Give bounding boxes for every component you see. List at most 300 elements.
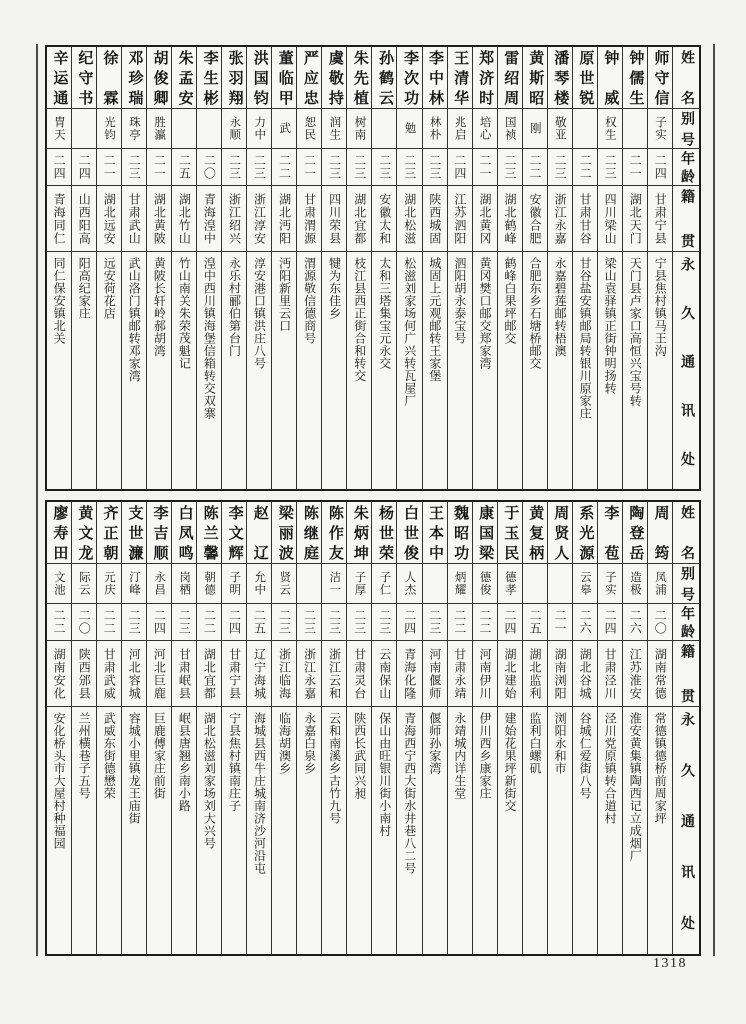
person-column: [522, 502, 547, 954]
alias-cell: [573, 564, 597, 604]
person-native-place: 甘肃渭源: [302, 192, 317, 245]
address-cell: [573, 707, 597, 954]
alias-cell: [648, 109, 672, 149]
person-address: 阳高纪家庄: [77, 257, 92, 320]
person-column: [371, 502, 396, 954]
age-cell: [648, 149, 672, 186]
age-cell: [197, 604, 221, 641]
person-age: 二四: [653, 154, 668, 180]
person-age: 二五: [252, 609, 267, 635]
native-cell: [548, 186, 572, 252]
alias-cell: [498, 109, 522, 149]
native-cell: [222, 641, 246, 707]
address-cell: [623, 252, 647, 489]
name-cell: [122, 47, 146, 109]
native-cell: [397, 186, 421, 252]
native-cell: [247, 641, 271, 707]
person-address: 巨鹿傅家庄前街: [152, 712, 167, 800]
person-native-place: 浙江永嘉: [302, 647, 317, 700]
name-cell: [297, 502, 321, 564]
person-native-place: 安徽太和: [377, 192, 392, 245]
person-alias: 权生: [603, 116, 616, 141]
age-cell: [523, 149, 547, 186]
person-alias: 造极: [628, 571, 641, 596]
native-cell: [372, 186, 396, 252]
person-column: [597, 47, 622, 489]
address-cell: [247, 707, 271, 954]
person-alias: 子实: [654, 116, 666, 141]
native-cell: [498, 186, 522, 252]
alias-cell: [272, 564, 296, 604]
alias-cell: [623, 564, 647, 604]
age-cell: [397, 604, 421, 641]
person-native-place: 湖南常德: [653, 647, 668, 700]
person-alias: 林朴: [428, 116, 441, 141]
alias-cell: [573, 109, 597, 149]
header-age-label: 年龄: [679, 150, 694, 184]
age-cell: [372, 149, 396, 186]
address-cell: [322, 252, 346, 489]
person-native-place: 浙江临海: [277, 647, 292, 700]
header-alias-label: 别号: [679, 565, 694, 602]
alias-cell: [247, 109, 271, 149]
native-cell: [172, 186, 196, 252]
age-cell: [322, 604, 346, 641]
native-cell: [272, 186, 296, 252]
alias-cell: [47, 564, 71, 604]
person-column: [396, 47, 421, 489]
person-age: 二三: [377, 154, 392, 180]
alias-cell: [97, 109, 121, 149]
person-native-place: 辽宁海城: [252, 647, 267, 700]
person-alias: 胄天: [52, 116, 65, 141]
name-cell: [72, 502, 96, 564]
name-cell: [97, 47, 121, 109]
native-cell: [573, 186, 597, 252]
alias-cell: [97, 564, 121, 604]
person-name: 白世俊: [402, 505, 418, 560]
age-cell: [448, 149, 472, 186]
person-alias: 炳耀: [453, 571, 466, 596]
person-age: 二〇: [202, 154, 217, 180]
native-cell: [523, 186, 547, 252]
person-column: [622, 47, 647, 489]
person-address: 淮安黄集镇陶西记立成烟厂: [628, 712, 643, 862]
native-cell: [122, 186, 146, 252]
header-cell-native: [673, 186, 699, 252]
native-cell: [322, 186, 346, 252]
person-native-place: 甘肃甘谷: [578, 192, 593, 245]
person-column: [472, 502, 497, 954]
person-column: [271, 502, 296, 954]
alias-cell: [423, 109, 447, 149]
address-cell: [473, 707, 497, 954]
person-name: 李苞: [602, 505, 619, 560]
person-age: 二二: [277, 154, 292, 180]
name-cell: [147, 47, 171, 109]
age-cell: [47, 149, 71, 186]
person-address: 监利白螺矶: [528, 712, 543, 775]
person-native-place: 甘肃宁县: [653, 192, 668, 245]
person-column: [447, 47, 472, 489]
address-cell: [648, 252, 672, 489]
person-name: 陈作友: [326, 505, 343, 560]
person-alias: 胜瀛: [153, 116, 166, 141]
person-name: 于玉民: [502, 505, 519, 560]
person-column: [171, 502, 196, 954]
address-cell: [172, 707, 196, 954]
native-cell: [147, 186, 171, 252]
person-address: 岷县唐翘乡南小路: [177, 712, 192, 812]
person-age: 二二: [52, 609, 67, 635]
address-cell: [448, 707, 472, 954]
person-age: 二三: [427, 609, 442, 635]
person-address: 甘谷盐安镇邮局转银川原家庄: [578, 257, 593, 420]
person-address: 永乐村郦伯第台门: [227, 257, 242, 357]
header-cell-age: [673, 604, 699, 641]
address-cell: [598, 252, 622, 489]
address-cell: [47, 252, 71, 489]
address-cell: [322, 707, 346, 954]
person-alias: 文池: [52, 571, 65, 596]
name-cell: [548, 47, 572, 109]
person-name: 魏昭功: [452, 505, 469, 560]
address-cell: [372, 252, 396, 489]
person-native-place: 湖北黄冈: [477, 192, 492, 245]
person-age: 二二: [477, 609, 492, 635]
address-cell: [523, 707, 547, 954]
person-column: [447, 502, 472, 954]
alias-cell: [498, 564, 522, 604]
header-native-label: 籍贯: [679, 644, 694, 703]
native-cell: [72, 641, 96, 707]
name-cell: [598, 502, 622, 564]
age-cell: [297, 604, 321, 641]
address-cell: [347, 252, 371, 489]
native-cell: [573, 641, 597, 707]
address-cell: [423, 252, 447, 489]
person-native-place: 湖北建始: [502, 647, 517, 700]
person-column: [47, 502, 71, 954]
person-native-place: 江苏泗阳: [452, 192, 467, 245]
alias-cell: [297, 564, 321, 604]
person-name: 孙鹤云: [376, 50, 393, 105]
alias-cell: [473, 109, 497, 149]
person-age: 二二: [578, 154, 593, 180]
person-alias: 汀峰: [128, 571, 141, 596]
native-cell: [598, 186, 622, 252]
person-column: [472, 47, 497, 489]
person-age: 二三: [352, 609, 367, 635]
person-column: [296, 47, 321, 489]
person-alias: 德孝: [503, 571, 516, 596]
alias-cell: [197, 564, 221, 604]
name-cell: [423, 47, 447, 109]
person-age: 二三: [352, 154, 367, 180]
native-cell: [347, 641, 371, 707]
person-alias: 子明: [228, 571, 241, 596]
person-age: 二三: [327, 609, 342, 635]
directory-table-bottom: [45, 500, 701, 956]
person-address: 泗阳胡永泰宝号: [452, 257, 467, 345]
person-column: [396, 502, 421, 954]
person-address: 武山洛门镇邮转邓家湾: [127, 257, 142, 382]
person-name: 李次功: [402, 50, 418, 105]
name-cell: [172, 47, 196, 109]
person-column: [71, 47, 96, 489]
person-address: 偃师孙家湾: [427, 712, 442, 775]
age-cell: [222, 604, 246, 641]
person-age: 二一: [302, 154, 317, 180]
person-name: 钟儒生: [627, 50, 644, 105]
person-address: 安化桥头市大屋村种福园: [52, 712, 67, 850]
person-native-place: 浙江绍兴: [227, 192, 242, 245]
person-age: 二〇: [653, 609, 668, 635]
person-address: 沔阳新里云口: [277, 257, 292, 332]
age-cell: [548, 604, 572, 641]
name-cell: [448, 47, 472, 109]
person-column: [246, 47, 271, 489]
native-cell: [372, 641, 396, 707]
person-age: 二二: [202, 609, 217, 635]
name-cell: [247, 502, 271, 564]
person-name: 王清华: [452, 50, 469, 105]
person-address: 伊川西乡康家庄: [477, 712, 492, 800]
address-cell: [147, 707, 171, 954]
person-column: [196, 47, 221, 489]
person-column: [71, 502, 96, 954]
address-cell: [97, 707, 121, 954]
person-name: 廖寿田: [51, 505, 68, 560]
person-column: [647, 502, 672, 954]
person-name: 周筠: [652, 505, 669, 560]
person-alias: 人杰: [403, 571, 416, 596]
address-cell: [523, 252, 547, 489]
person-native-place: 青海化隆: [402, 647, 417, 700]
alias-cell: [397, 564, 421, 604]
address-cell: [197, 707, 221, 954]
age-cell: [72, 604, 96, 641]
age-cell: [72, 149, 96, 186]
person-native-place: 湖北鹤峰: [502, 192, 517, 245]
person-native-place: 四川荣县: [327, 192, 342, 245]
person-name: 周贤人: [552, 505, 569, 560]
person-alias: 洁一: [328, 571, 341, 596]
alias-cell: [648, 564, 672, 604]
person-column: [47, 47, 71, 489]
age-cell: [272, 149, 296, 186]
person-name: 辛运通: [51, 50, 68, 105]
name-cell: [322, 502, 346, 564]
name-cell: [197, 47, 221, 109]
person-alias: 德俊: [478, 571, 491, 596]
person-address: 永嘉白泉乡: [302, 712, 317, 775]
person-native-place: 湖北宜都: [352, 192, 367, 245]
age-cell: [97, 604, 121, 641]
alias-cell: [172, 564, 196, 604]
native-cell: [423, 186, 447, 252]
person-address: 合肥东乡石塘桥邮交: [528, 257, 543, 370]
person-name: 陈继庭: [301, 505, 318, 560]
native-cell: [222, 186, 246, 252]
person-age: 二二: [102, 609, 117, 635]
person-native-place: 湖北竹山: [177, 192, 192, 245]
person-age: 二三: [377, 609, 392, 635]
native-cell: [623, 186, 647, 252]
person-native-place: 湖北监利: [528, 647, 543, 700]
name-cell: [523, 502, 547, 564]
address-cell: [347, 707, 371, 954]
person-column: [597, 502, 622, 954]
person-name: 钟威: [602, 50, 619, 105]
person-address: 竹山南关朱荣茂魁记: [177, 257, 192, 370]
person-name: 黄斯昭: [527, 50, 544, 105]
person-age: 二四: [603, 609, 618, 635]
person-native-place: 甘肃泾川: [603, 647, 618, 700]
alias-cell: [347, 564, 371, 604]
name-cell: [197, 502, 221, 564]
person-native-place: 河北容城: [127, 647, 142, 700]
address-cell: [297, 707, 321, 954]
native-cell: [247, 186, 271, 252]
address-cell: [297, 252, 321, 489]
person-age: 二三: [127, 154, 142, 180]
person-name: 胡俊卿: [151, 50, 168, 105]
alias-cell: [372, 564, 396, 604]
person-native-place: 浙江淳安: [252, 192, 267, 245]
person-column: [572, 502, 597, 954]
person-age: 二四: [502, 609, 517, 635]
name-cell: [498, 502, 522, 564]
age-cell: [498, 604, 522, 641]
person-address: 犍为东佳乡: [327, 257, 342, 320]
alias-cell: [598, 109, 622, 149]
native-cell: [623, 641, 647, 707]
person-age: 二四: [52, 154, 67, 180]
person-native-place: 湖北天门: [628, 192, 643, 245]
person-address: 湖北松滋刘家场刘大兴号: [202, 712, 217, 850]
person-address: 同仁保安镇北关: [52, 257, 67, 345]
address-cell: [397, 707, 421, 954]
person-native-place: 陕西城固: [427, 192, 442, 245]
name-cell: [272, 47, 296, 109]
address-cell: [623, 707, 647, 954]
native-cell: [72, 186, 96, 252]
header-age-label: 年龄: [679, 605, 694, 639]
person-name: 师守信: [652, 50, 669, 105]
person-column: [622, 502, 647, 954]
address-cell: [122, 707, 146, 954]
name-cell: [172, 502, 196, 564]
person-name: 朱先植: [351, 50, 368, 105]
person-name: 郑济时: [477, 50, 494, 105]
alias-cell: [297, 109, 321, 149]
person-column: [547, 47, 572, 489]
person-name: 赵辽: [251, 505, 268, 560]
person-column: [422, 47, 447, 489]
person-age: 二三: [327, 154, 342, 180]
native-cell: [197, 641, 221, 707]
person-alias: 兆启: [453, 116, 466, 141]
person-alias: 敬亚: [553, 116, 566, 141]
alias-cell: [448, 109, 472, 149]
person-age: 二六: [628, 609, 643, 635]
person-age: 二一: [477, 154, 492, 180]
person-alias: 永顺: [228, 116, 241, 141]
person-age: 二三: [177, 609, 192, 635]
name-cell: [498, 47, 522, 109]
person-alias: 元庆: [102, 571, 115, 596]
name-cell: [347, 47, 371, 109]
person-alias: 允中: [253, 571, 266, 596]
native-cell: [97, 641, 121, 707]
person-age: 二三: [277, 609, 292, 635]
person-alias: 子实: [603, 571, 616, 596]
person-address: 淳安港口镇洪庄八号: [252, 257, 267, 370]
person-native-place: 湖北黄陂: [152, 192, 167, 245]
age-cell: [222, 149, 246, 186]
native-cell: [347, 186, 371, 252]
person-address: 远安荷花店: [102, 257, 117, 320]
person-native-place: 甘肃武山: [127, 192, 142, 245]
age-cell: [397, 149, 421, 186]
person-native-place: 青海同仁: [52, 192, 67, 245]
person-native-place: 甘肃永靖: [452, 647, 467, 700]
person-age: 二三: [302, 609, 317, 635]
person-column: [221, 47, 246, 489]
header-cell-age: [673, 149, 699, 186]
person-name: 朱炳坤: [351, 505, 368, 560]
name-cell: [523, 47, 547, 109]
alias-cell: [322, 564, 346, 604]
name-cell: [72, 47, 96, 109]
address-cell: [548, 707, 572, 954]
person-column: [146, 502, 171, 954]
native-cell: [448, 186, 472, 252]
person-age: 二三: [127, 609, 142, 635]
age-cell: [573, 149, 597, 186]
native-cell: [322, 641, 346, 707]
address-cell: [222, 707, 246, 954]
person-native-place: 河南伊川: [477, 647, 492, 700]
age-cell: [247, 604, 271, 641]
alias-cell: [247, 564, 271, 604]
name-cell: [372, 47, 396, 109]
person-native-place: 江苏淮安: [628, 647, 643, 700]
header-name-label: 姓名: [679, 505, 694, 560]
person-name: 董临甲: [276, 50, 293, 105]
table-header-column: [672, 502, 699, 954]
header-alias-label: 别号: [679, 110, 694, 147]
age-cell: [372, 604, 396, 641]
name-cell: [122, 502, 146, 564]
person-age: 二三: [502, 154, 517, 180]
alias-cell: [147, 109, 171, 149]
address-cell: [72, 707, 96, 954]
alias-cell: [548, 564, 572, 604]
native-cell: [47, 641, 71, 707]
age-cell: [272, 604, 296, 641]
person-column: [371, 47, 396, 489]
age-cell: [147, 604, 171, 641]
alias-cell: [147, 564, 171, 604]
person-name: 白凤鸣: [176, 505, 193, 560]
person-name: 黄文龙: [76, 505, 93, 560]
person-name: 李吉顺: [151, 505, 168, 560]
address-cell: [448, 252, 472, 489]
person-alias: 岗栖: [178, 571, 191, 596]
person-native-place: 河南偃师: [427, 647, 442, 700]
